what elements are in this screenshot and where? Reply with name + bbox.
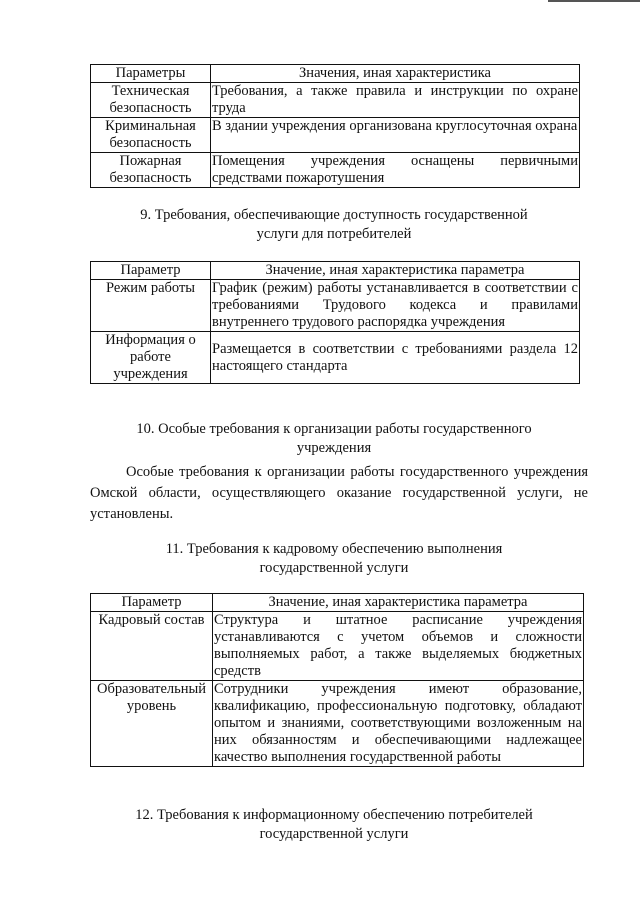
section-11-heading <box>90 540 578 578</box>
column-header-parameters: Параметры <box>91 65 211 83</box>
heading-line: 11. Требования к кадровому обеспечению выполнения <box>165 541 503 557</box>
parameter-cell: Режим работы <box>91 280 211 332</box>
table-header-row <box>91 262 580 280</box>
heading-line: государственной услуги <box>259 560 409 576</box>
section-12-heading <box>90 806 578 844</box>
parameter-cell: Информация о работе учреждения <box>91 332 211 384</box>
parameter-cell: Пожарная безопасность <box>91 153 211 188</box>
value-cell: Сотрудники учреждения имеют образование, квалификацию, профессиональную подготовку, обладают опытом и знаниями, соответствующими возложенным на них обязанностям и обеспечивающими надлежащее качество выполнения государственной работы <box>214 681 582 765</box>
column-header-value: Значение, иная характеристика параметра <box>213 594 584 612</box>
table-row <box>91 612 584 681</box>
value-cell: Структура и штатное расписание учреждения устанавливаются с учетом объемов и сложности выполняемых работ, а также выделяемых бюджетных средств <box>214 612 582 679</box>
value-cell: График (режим) работы устанавливается в соответствии с требованиями Трудового кодекса и правилами внутреннего трудового распорядка учреждения <box>212 280 578 330</box>
heading-line: 9. Требования, обеспечивающие доступность государственной <box>140 207 528 223</box>
heading-line: 12. Требования к информационному обеспечению потребителей <box>135 807 533 823</box>
table-row <box>91 280 580 332</box>
table-row <box>91 681 584 767</box>
table-row <box>91 118 580 153</box>
heading-line: 10. Особые требования к организации работы государственного <box>136 421 532 437</box>
top-edge-mark <box>548 0 640 2</box>
safety-requirements-table <box>90 64 580 188</box>
staffing-table <box>90 593 584 767</box>
heading-line: государственной услуги <box>259 826 409 842</box>
heading-line: учреждения <box>296 440 372 456</box>
parameter-cell: Образовательный уровень <box>91 681 213 767</box>
heading-line: услуги для потребителей <box>256 226 412 242</box>
section-9-heading <box>90 206 578 244</box>
table-row <box>91 332 580 384</box>
value-cell: Требования, а также правила и инструкции по охране труда <box>212 83 578 116</box>
column-header-parameter: Параметр <box>91 594 213 612</box>
value-cell: Помещения учреждения оснащены первичными средствами пожаротушения <box>212 153 578 186</box>
table-row <box>91 153 580 188</box>
parameter-cell: Техническая безопасность <box>91 83 211 118</box>
value-cell: Размещается в соответствии с требованиями раздела 12 настоящего стандарта <box>211 332 580 384</box>
table-header-row <box>91 65 580 83</box>
accessibility-table <box>90 261 580 384</box>
column-header-values: Значения, иная характеристика <box>211 65 580 83</box>
parameter-cell: Кадровый состав <box>91 612 213 681</box>
column-header-value: Значение, иная характеристика параметра <box>211 262 580 280</box>
section-10-paragraph: Особые требования к организации работы государственного учреждения Омской области, осуществляющего оказание государственной услуги, не установлены. <box>90 464 588 522</box>
section-10-heading <box>90 420 578 458</box>
parameter-cell: Криминальная безопасность <box>91 118 211 153</box>
table-header-row <box>91 594 584 612</box>
value-cell: В здании учреждения организована круглосуточная охрана <box>211 118 580 153</box>
column-header-parameter: Параметр <box>91 262 211 280</box>
table-row <box>91 83 580 118</box>
